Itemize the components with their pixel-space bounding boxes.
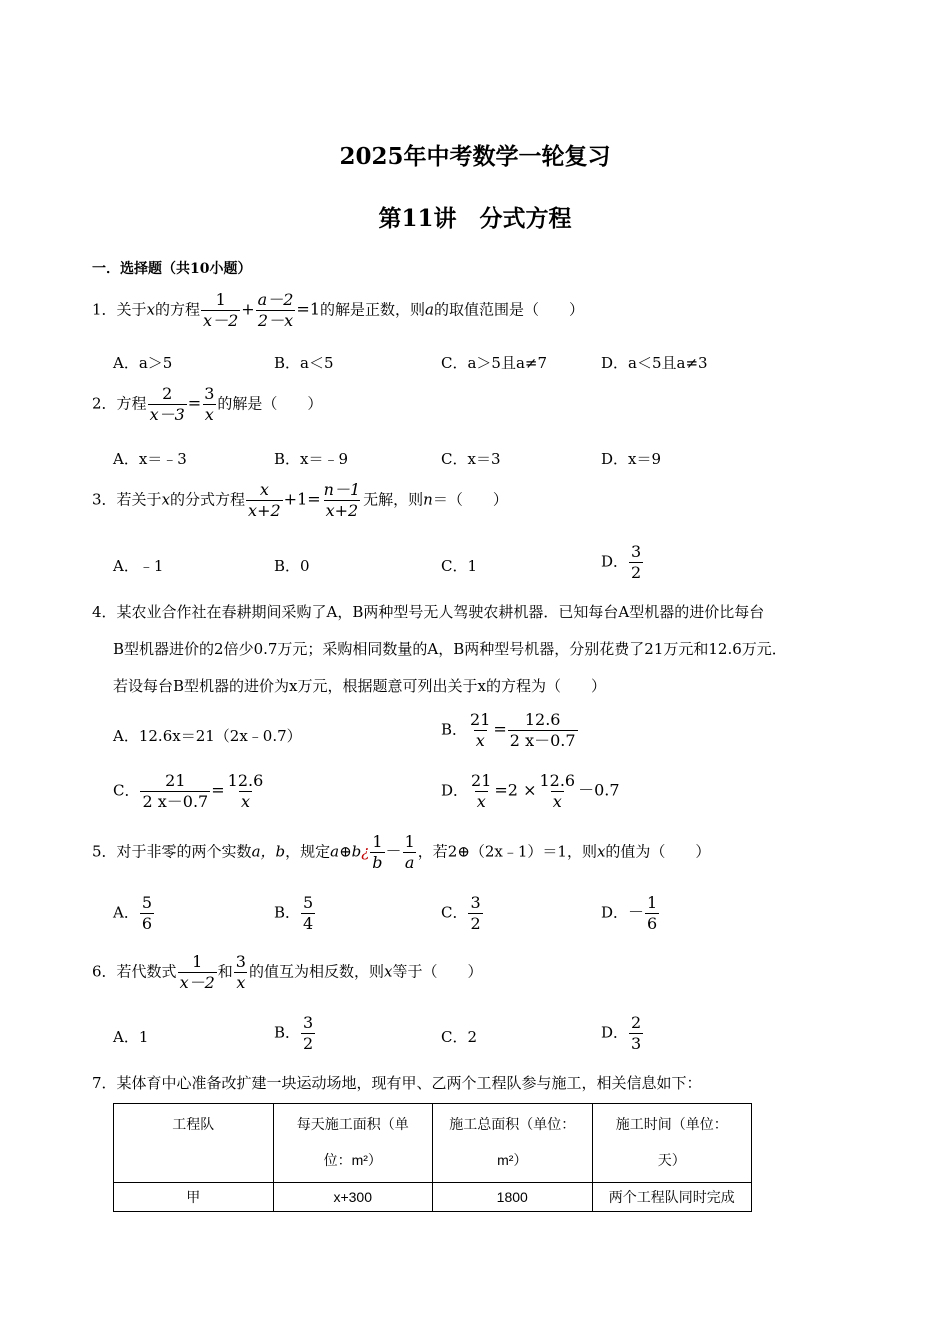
fraction: $\frac{1}{b}$ [372, 832, 383, 872]
option-c[interactable]: C． $\frac{3}{2}$ [441, 893, 481, 933]
question-number: 3． [92, 490, 117, 509]
section-heading: 一．选择题（共10小题） [92, 261, 252, 277]
fraction: $\frac{3}{2}$ [470, 893, 481, 933]
question-number: 6． [92, 962, 117, 981]
option-d[interactable]: D．a＜5且a≠3 [601, 354, 708, 372]
option-c[interactable]: C．1 [441, 557, 478, 575]
fraction: $\frac{1}{x-2}$ [179, 952, 215, 992]
fraction: $\frac{1}{6}$ [647, 893, 658, 933]
option-b[interactable]: B． $\frac{3}{2}$ [274, 1013, 314, 1053]
fraction: $\frac{21}{x}$ [471, 771, 492, 811]
question-number: 7． [92, 1074, 117, 1092]
table-cell: 甲 [114, 1183, 274, 1212]
question-text-line: B型机器进价的2倍少0.7万元；采购相同数量的A，B两种型号机器，分别花费了21万元和12.6万元． [113, 640, 787, 658]
option-b[interactable]: B． $\frac{5}{4}$ [274, 893, 314, 933]
option-b[interactable]: B．a＜5 [274, 354, 334, 372]
question-text-line: 某农业合作社在春耕期间采购了A，B两种型号无人驾驶农耕机器．已知每台A型机器的进价比每台 [116, 603, 765, 621]
table-header-cell: 施工总面积（单位： m²） [433, 1104, 593, 1183]
fraction: $\frac{x}{x+2}$ [248, 480, 281, 520]
question-5: 5．对于非零的两个实数a，b，规定a⊕b¿ $\frac{1}{b}$ － $\frac{1}{a}$ ，若2⊕（2x﹣1）＝1，则x的值为（ ） [92, 832, 711, 872]
fraction: $\frac{21}{2 x-0.7}$ [142, 771, 209, 811]
question-4 [92, 600, 764, 624]
option-d[interactable]: D．－ $\frac{1}{6}$ [601, 893, 658, 933]
table-cell: 1800 [433, 1183, 593, 1212]
page-title: 2025年中考数学一轮复习 [339, 143, 611, 170]
fraction: $\frac{21}{x}$ [470, 710, 491, 750]
fraction: $\frac{1}{x-2}$ [203, 290, 239, 330]
question-1: 1．关于x的方程 $\frac{1}{x-2}$ + $\frac{a-2}{2-x}$ =1的解是正数，则a的取值范围是（ ） [92, 290, 584, 330]
option-b[interactable]: B．x＝﹣9 [274, 450, 349, 468]
question-number: 2． [92, 394, 117, 413]
question-6: 6．若代数式 $\frac{1}{x-2}$ 和 $\frac{3}{x}$ 的值互为相反数，则x等于（ ） [92, 952, 483, 992]
table-header-cell: 每天施工面积（单 位：m²） [273, 1104, 433, 1183]
option-c[interactable]: C．2 [441, 1028, 478, 1046]
option-a[interactable]: A．a＞5 [113, 354, 173, 372]
option-d[interactable]: D．x＝9 [601, 450, 662, 468]
option-a[interactable]: A．1 [113, 1028, 149, 1046]
fraction: $\frac{3}{x}$ [204, 384, 215, 424]
question-7: 7．某体育中心准备改扩建一块运动场地，现有甲、乙两个工程队参与施工，相关信息如下： [92, 1074, 702, 1092]
option-a[interactable]: A．x＝﹣3 [113, 450, 187, 468]
option-d[interactable]: D． $\frac{21}{x}$ =2 × $\frac{12.6}{x}$ －0.7 [441, 771, 620, 811]
question-number: 1． [92, 300, 117, 319]
fraction: $\frac{12.6}{x}$ [227, 771, 264, 811]
page-subtitle: 第11讲 分式方程 [378, 205, 572, 232]
fraction: $\frac{3}{2}$ [303, 1013, 314, 1053]
option-a[interactable]: A． $\frac{5}{6}$ [113, 893, 153, 933]
table-row [114, 1183, 752, 1212]
info-table [113, 1103, 752, 1212]
option-a[interactable]: A．12.6x＝21（2x﹣0.7） [113, 727, 302, 745]
question-text-line: 若设每台B型机器的进价为x万元，根据题意可列出关于x的方程为（ ） [113, 677, 606, 695]
fraction: $\frac{n-1}{x+2}$ [323, 480, 361, 520]
option-c[interactable]: C．a＞5且a≠7 [441, 354, 548, 372]
option-c[interactable]: C． $\frac{21}{2 x-0.7}$ = $\frac{12.6}{x}$ [113, 771, 264, 811]
option-b[interactable]: B．0 [274, 557, 310, 575]
question-3: 3．若关于x的分式方程 $\frac{x}{x+2}$ +1= $\frac{n-1}{x+2}$ 无解，则n＝（ ） [92, 480, 508, 520]
table-cell: 两个工程队同时完成 [592, 1183, 752, 1212]
table-header-cell: 施工时间（单位： 天） [592, 1104, 752, 1183]
table-cell: x+300 [273, 1183, 433, 1212]
option-a[interactable]: A．﹣1 [113, 557, 164, 575]
fraction: $\frac{1}{a}$ [404, 832, 415, 872]
fraction: $\frac{12.6}{x}$ [539, 771, 576, 811]
question-number: 5． [92, 842, 117, 861]
fraction: $\frac{12.6}{2 x-0.7}$ [509, 710, 576, 750]
option-d[interactable]: D． $\frac{3}{2}$ [601, 542, 642, 582]
fraction: $\frac{a-2}{2-x}$ [257, 290, 294, 330]
table-header-row [114, 1104, 752, 1183]
option-b[interactable]: B． $\frac{21}{x}$ = $\frac{12.6}{2 x-0.7}$ [441, 710, 576, 750]
fraction: $\frac{3}{2}$ [631, 542, 642, 582]
fraction: $\frac{5}{4}$ [303, 893, 314, 933]
question-2: 2．方程 $\frac{2}{x-3}$ = $\frac{3}{x}$ 的解是（ ） [92, 384, 323, 424]
fraction: $\frac{2}{x-3}$ [149, 384, 185, 424]
fraction: $\frac{5}{6}$ [141, 893, 153, 933]
fraction: $\frac{2}{3}$ [631, 1013, 642, 1053]
question-number: 4． [92, 603, 117, 621]
table-header-cell: 工程队 [114, 1104, 274, 1183]
option-d[interactable]: D． $\frac{2}{3}$ [601, 1013, 642, 1053]
option-c[interactable]: C．x＝3 [441, 450, 501, 468]
fraction: $\frac{3}{x}$ [235, 952, 246, 992]
symbol-mark: ¿ [361, 842, 370, 861]
